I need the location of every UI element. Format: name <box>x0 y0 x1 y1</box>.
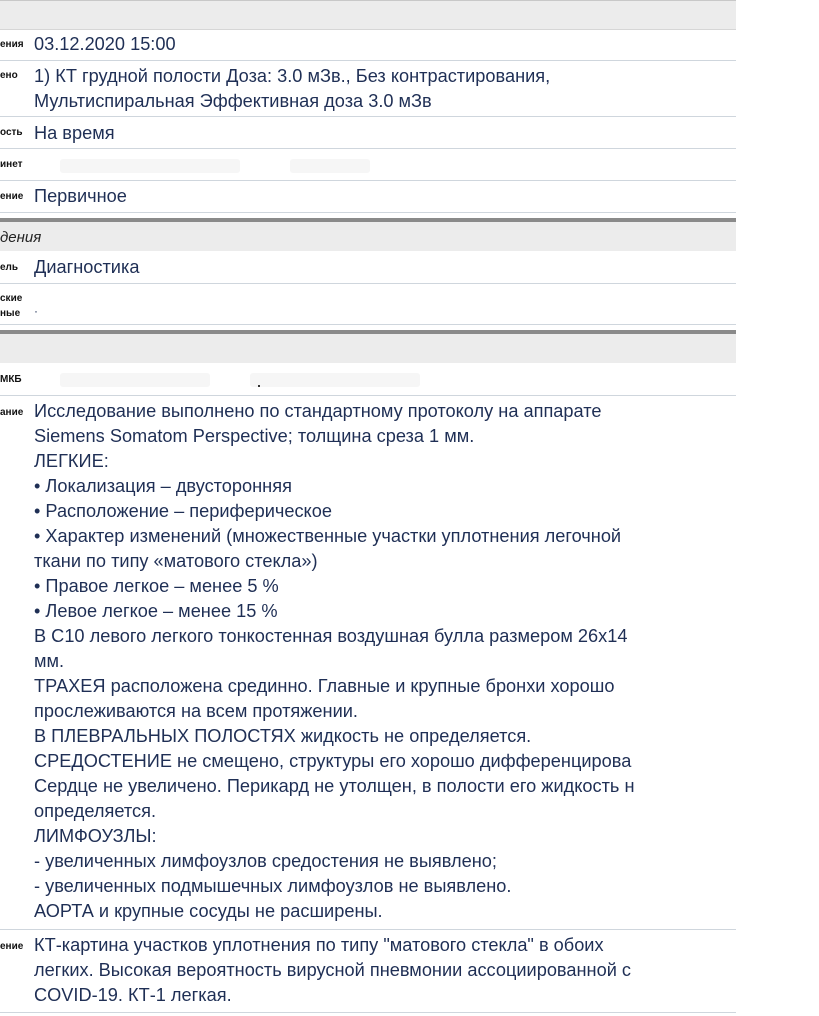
row-date <box>0 29 736 61</box>
row-mkb <box>0 364 736 396</box>
description-line: АОРТА и крупные сосуды не расширены. <box>34 901 383 921</box>
label-clinical-2: ные <box>0 308 21 319</box>
row-conclusion <box>0 930 736 1013</box>
description-line: мм. <box>34 651 65 671</box>
conclusion-line: COVID-19. КТ-1 легкая. <box>34 985 232 1005</box>
description-line: • Характер изменений (множественные участки уплотнения легочной <box>34 526 622 546</box>
label-description: ание <box>0 407 24 418</box>
description-line: Siemens Somatom Perspective; толщина среза 1 мм. <box>34 426 475 446</box>
value-clinical: · <box>34 304 38 318</box>
description-line: ЛИМФОУЗЛЫ: <box>34 826 157 846</box>
value-type: Первичное <box>34 186 127 206</box>
label-urgency: ость <box>0 127 23 138</box>
description-line: ЛЕГКИЕ: <box>34 451 109 471</box>
label-type: ение <box>0 191 24 202</box>
redacted-mkb-value-2 <box>250 373 420 387</box>
value-performed-line-2: Мультиспиральная Эффективная доза 3.0 мЗв <box>34 91 432 111</box>
row-urgency <box>0 117 736 149</box>
redaction-speck <box>258 385 260 387</box>
row-clinical <box>0 284 736 325</box>
value-date: 03.12.2020 15:00 <box>34 34 176 54</box>
label-date: ения <box>0 39 24 50</box>
description-line: В С10 левого легкого тонкостенная воздушная булла размером 26х14 <box>34 626 628 646</box>
description-line: - увеличенных подмышечных лимфоузлов не выявлено. <box>34 876 512 896</box>
label-performed: ено <box>0 70 18 81</box>
description-line: определяется. <box>34 801 157 821</box>
description-line: прослеживаются на всем протяжении. <box>34 701 358 721</box>
row-cabinet <box>0 149 736 181</box>
description-line: • Локализация – двусторонняя <box>34 476 292 496</box>
description-line: • Правое легкое – менее 5 % <box>34 576 279 596</box>
right-blank-margin <box>736 0 819 1016</box>
conclusion-line: КТ-картина участков уплотнения по типу "матового стекла" в обоих <box>34 935 604 955</box>
section-header-title: дения <box>0 229 42 246</box>
section-header-band-2 <box>0 334 736 363</box>
label-clinical-1: ские <box>0 293 23 304</box>
row-type <box>0 181 736 213</box>
redacted-cabinet-value-2 <box>290 159 370 173</box>
conclusion-line: легких. Высокая вероятность вирусной пневмонии ассоциированной с <box>34 960 632 980</box>
description-line: • Левое легкое – менее 15 % <box>34 601 278 621</box>
value-urgency: На время <box>34 123 115 143</box>
label-conclusion: ение <box>0 941 24 952</box>
description-line: Исследование выполнено по стандартному протоколу на аппарате <box>34 401 602 421</box>
description-line: В ПЛЕВРАЛЬНЫХ ПОЛОСТЯХ жидкость не определяется. <box>34 726 532 746</box>
redacted-cabinet-value <box>60 159 240 173</box>
section-header-band <box>0 222 736 251</box>
top-header-bar <box>0 0 736 30</box>
label-cabinet: инет <box>0 159 23 170</box>
redacted-mkb-value <box>60 373 210 387</box>
value-performed-line-1: 1) КТ грудной полости Доза: 3.0 мЗв., Без контрастирования, <box>34 66 551 86</box>
description-line: ткани по типу «матового стекла») <box>34 551 318 571</box>
row-purpose <box>0 252 736 284</box>
value-purpose: Диагностика <box>34 257 140 277</box>
description-line: ТРАХЕЯ расположена срединно. Главные и крупные бронхи хорошо <box>34 676 615 696</box>
row-performed <box>0 61 736 117</box>
row-description <box>0 396 736 930</box>
label-mkb: МКБ <box>0 374 22 385</box>
description-line: - увеличенных лимфоузлов средостения не выявлено; <box>34 851 497 871</box>
description-line: • Расположение – периферическое <box>34 501 332 521</box>
label-purpose: ель <box>0 262 19 273</box>
description-line: Сердце не увеличено. Перикард не утолщен, в полости его жидкость н <box>34 776 635 796</box>
description-line: СРЕДОСТЕНИЕ не смещено, структуры его хорошо дифференцирова <box>34 751 632 771</box>
